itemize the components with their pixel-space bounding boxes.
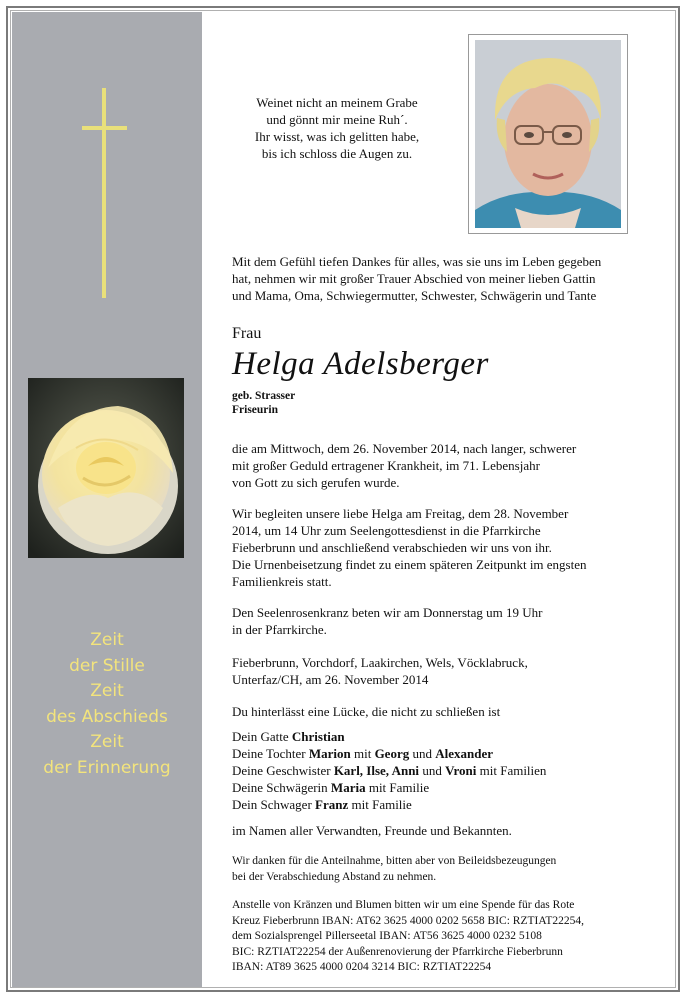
poem (222, 94, 452, 162)
birth-name: geb. Strasser (232, 390, 296, 402)
motto-line: der Erinnerung (43, 757, 171, 778)
rosary-info (232, 604, 652, 638)
motto-line: Zeit (90, 630, 124, 650)
mourner-text: und (422, 763, 442, 778)
intro-line: Mit dem Gefühl tiefen Dankes für alles, was sie uns im Leben gegeben (232, 254, 602, 269)
mourner-text: und (412, 746, 432, 761)
death-notice (232, 440, 652, 491)
mourner-relation: Deine Geschwister (232, 763, 331, 778)
salutation: Frau (232, 325, 262, 342)
donation-line: Anstelle von Kränzen und Blumen bitten wir um eine Spende für das Rote (232, 899, 575, 911)
mourner-line (232, 779, 652, 796)
intro-text (232, 253, 652, 304)
closing-line: im Namen aller Verwandten, Freunde und Bekannten. (232, 823, 512, 838)
rosary-line: in der Pfarrkirche. (232, 622, 327, 637)
mourner-relation: Dein Gatte (232, 729, 289, 744)
mourner-name: Marion (308, 746, 351, 761)
cross-icon (102, 88, 106, 298)
motto-line: der Stille (69, 655, 145, 676)
cross-icon-bar (82, 126, 127, 130)
deceased-name: Helga Adelsberger (232, 346, 489, 382)
sidebar-motto (12, 628, 202, 782)
thanks-line: Wir danken für die Anteilnahme, bitten aber von Beileidsbezeugungen (232, 855, 557, 867)
rose-image (28, 378, 184, 558)
death-notice-line: mit großer Geduld ertragener Krankheit, im 71. Lebensjahr (232, 458, 540, 473)
places-line: Unterfaz/CH, am 26. November 2014 (232, 672, 429, 687)
motto-line: Zeit (90, 732, 124, 753)
death-notice-line: von Gott zu sich gerufen wurde. (232, 475, 400, 490)
poem-line: Weinet nicht an meinem Grabe (256, 95, 418, 110)
mourner-text: mit (353, 746, 372, 761)
mourner-text: mit Familie (351, 797, 412, 812)
funeral-line: Familienkreis statt. (232, 574, 332, 589)
donation-line: IBAN: AT89 3625 4000 0204 3214 BIC: RZTIAT22254 (232, 961, 492, 973)
places-date (232, 654, 652, 688)
mourner-name: Vroni (445, 763, 477, 778)
mourner-line (232, 745, 652, 762)
mourner-name: Georg (374, 746, 410, 761)
poem-line: Ihr wisst, was ich gelitten habe, (254, 129, 420, 144)
intro-line: hat, nehmen wir mit großer Trauer Abschied von meiner lieben Gattin (232, 271, 596, 286)
thanks-note (232, 854, 652, 885)
mourner-name: Franz (315, 797, 349, 812)
places-line: Fieberbrunn, Vorchdorf, Laakirchen, Wels, Vöcklabruck, (232, 655, 528, 670)
death-notice-line: die am Mittwoch, dem 26. November 2014, nach langer, schwerer (232, 441, 577, 456)
mourner-relation: Deine Schwägerin (232, 780, 328, 795)
funeral-line: 2014, um 14 Uhr zum Seelengottesdienst in die Pfarrkirche (232, 523, 541, 538)
mourner-name: Alexander (435, 746, 493, 761)
motto-line: des Abschieds (46, 706, 168, 727)
intro-line: und Mama, Oma, Schwiegermutter, Schwester, Schwägerin und Tante (232, 288, 597, 303)
deceased-details (232, 389, 295, 417)
funeral-line: Fieberbrunn und anschließend verabschieden wir uns von ihr. (232, 540, 552, 555)
mourner-line (232, 796, 652, 813)
donation-line: BIC: RZTIAT22254 der Außenrenovierung der Pfarrkirche Fieberbrunn (232, 945, 563, 958)
rosary-line: Den Seelenrosenkranz beten wir am Donnerstag um 19 Uhr (232, 605, 543, 620)
funeral-info (232, 505, 652, 590)
profession: Friseurin (232, 404, 278, 416)
funeral-line: Die Urnenbeisetzung findet zu einem späteren Zeitpunkt im engsten (232, 557, 587, 572)
donation-note (232, 898, 652, 976)
mourner-name: Maria (330, 780, 366, 795)
mourner-text: mit Familie (368, 780, 430, 795)
farewell-line: Du hinterlässt eine Lücke, die nicht zu schließen ist (232, 704, 501, 719)
mourner-name: Christian (291, 729, 345, 744)
mourner-relation: Deine Tochter (232, 746, 306, 761)
donation-line: dem Sozialsprengel Pillerseetal IBAN: AT56 3625 4000 0232 5108 (232, 930, 542, 942)
portrait-photo (475, 40, 621, 228)
motto-line: Zeit (90, 681, 124, 702)
mourners-list (232, 728, 652, 813)
mourner-relation: Dein Schwager (232, 797, 312, 812)
funeral-line: Wir begleiten unsere liebe Helga am Freitag, dem 28. November (232, 506, 569, 521)
poem-line: und gönnt mir meine Ruh´. (266, 112, 408, 127)
thanks-line: bei der Verabschiedung Abstand zu nehmen. (232, 870, 437, 883)
mourner-text: mit Familien (479, 763, 547, 778)
mourner-line (232, 762, 652, 779)
poem-line: bis ich schloss die Augen zu. (261, 146, 413, 161)
mourner-name: Karl, Ilse, Anni (333, 763, 420, 778)
mourner-line (232, 728, 652, 745)
donation-line: Kreuz Fieberbrunn IBAN: AT62 3625 4000 0202 5658 BIC: RZTIAT22254, (232, 914, 584, 927)
